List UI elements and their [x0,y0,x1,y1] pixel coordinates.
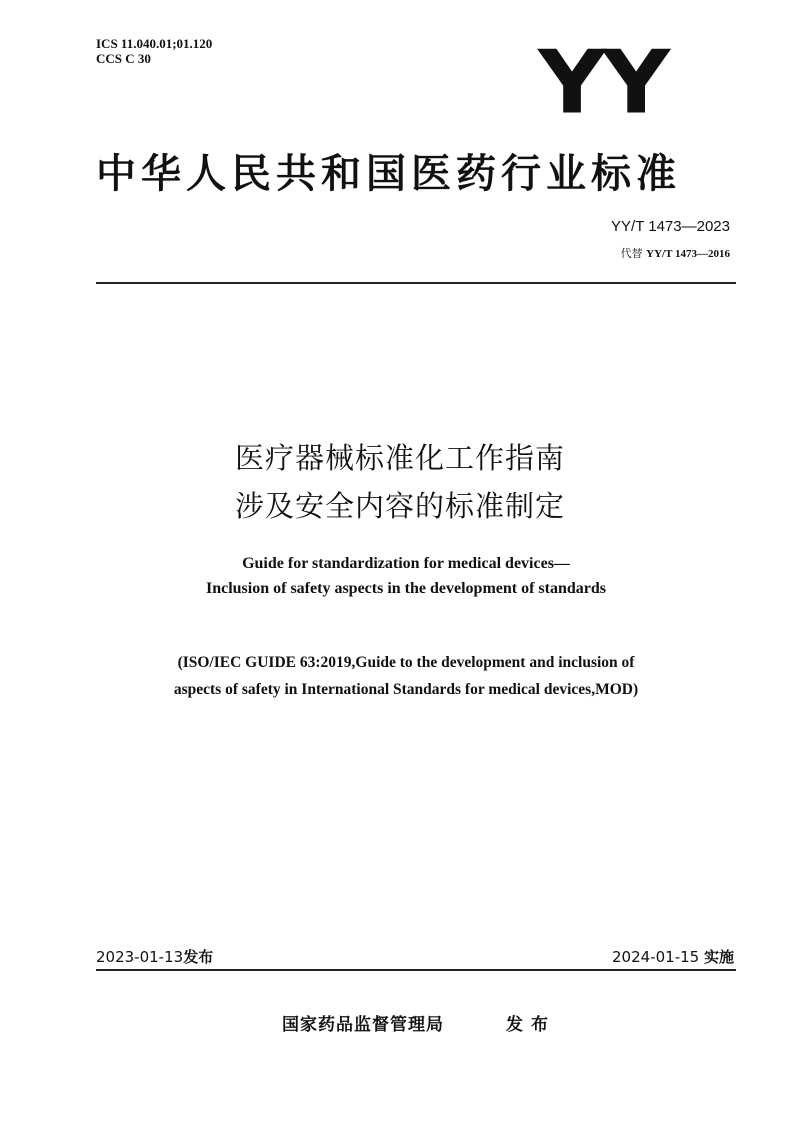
chinese-title-line-1: 医疗器械标准化工作指南 [234,441,565,475]
publish-label: 发布 [506,1015,556,1035]
implementation-date-value: 2024-01-15 [612,948,700,966]
replaces-number: YY/T 1473—2016 [646,248,730,260]
chinese-title-line-2: 涉及安全内容的标准制定 [234,489,565,523]
issue-date [96,946,213,967]
adoption-note-line-2: aspects of safety in International Standards for medical devices,MOD) [173,681,639,698]
publisher-name: 国家药品监督管理局 [282,1015,444,1035]
standard-number: YY/T 1473—2023 [611,218,730,235]
replaces-prefix: 代替 [620,247,643,260]
english-title-line-1: Guide for standardization for medical devices— [242,555,570,572]
issue-date-value: 2023-01-13 [96,948,184,966]
ccs-code: CCS C 30 [96,51,151,66]
replaces-standard [621,245,730,261]
header-divider [96,282,736,284]
issue-label: 发布 [183,948,214,966]
yy-logo: YY [538,32,667,134]
ics-code: ICS 11.040.01;01.120 [96,36,213,51]
footer-divider [96,969,736,971]
adoption-note-line-1: (ISO/IEC GUIDE 63:2019,Guide to the development and inclusion of [177,654,635,671]
implementation-label: 实施 [703,948,734,966]
implementation-date [612,946,734,967]
english-title-line-2: Inclusion of safety aspects in the development of standards [205,580,606,597]
industry-standard-title: 中华人民共和国医药行业标准 [96,151,681,197]
